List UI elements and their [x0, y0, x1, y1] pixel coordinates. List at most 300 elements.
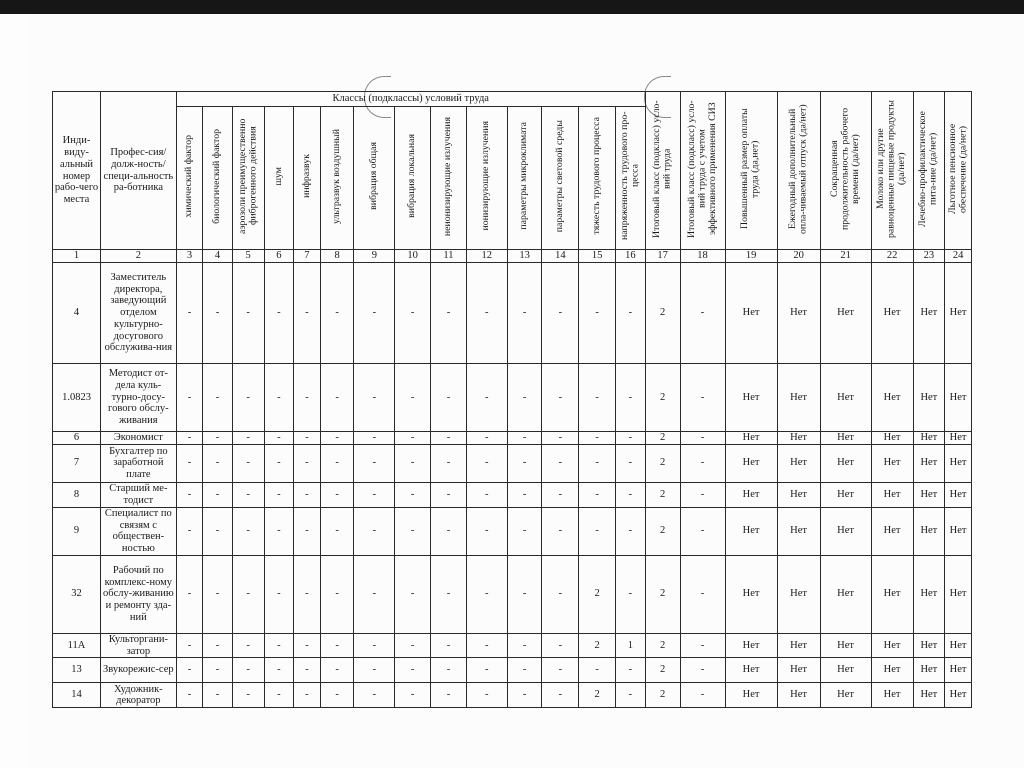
factor-class-cell: - — [176, 507, 203, 555]
header-factor-12: параметры световой среды — [542, 107, 579, 250]
benefit-cell: Нет — [820, 507, 871, 555]
benefit-cell: Нет — [725, 555, 777, 633]
factor-class-cell: - — [203, 444, 233, 482]
benefit-cell: Нет — [945, 507, 972, 555]
factor-class-cell: - — [431, 263, 467, 364]
factor-class-cell: - — [542, 555, 579, 633]
header-factor-4: шум — [264, 107, 294, 250]
column-number: 2 — [101, 250, 177, 263]
factor-class-cell: - — [294, 444, 321, 482]
factor-class-cell: - — [466, 482, 507, 507]
factor-class-cell: - — [354, 633, 395, 658]
column-number: 14 — [542, 250, 579, 263]
factor-class-cell: - — [294, 507, 321, 555]
benefit-cell: Нет — [871, 364, 913, 432]
factor-class-cell: - — [354, 507, 395, 555]
header-factor-10: ионизирующие излучения — [466, 107, 507, 250]
factor-class-cell: - — [395, 507, 431, 555]
final-class-siz-cell: - — [680, 482, 725, 507]
column-number: 7 — [294, 250, 321, 263]
factor-class-cell: - — [203, 432, 233, 445]
factor-class-cell: - — [466, 507, 507, 555]
factor-class-cell: - — [395, 658, 431, 683]
factor-class-cell: - — [579, 432, 616, 445]
factor-class-cell: 2 — [579, 683, 616, 708]
factor-class-cell: - — [354, 263, 395, 364]
factor-class-cell: - — [203, 555, 233, 633]
factor-class-cell: - — [294, 263, 321, 364]
factor-class-cell: - — [579, 444, 616, 482]
factor-class-cell: - — [431, 683, 467, 708]
factor-class-cell: - — [203, 507, 233, 555]
factor-class-cell: - — [294, 633, 321, 658]
benefit-cell: Нет — [945, 263, 972, 364]
benefit-cell: Нет — [871, 432, 913, 445]
profession-cell: Заместитель директора, заведующий отделом культурно-досугового обслужива-ния — [101, 263, 177, 364]
table-header — [53, 92, 972, 263]
profession-cell: Бухгалтер по заработной плате — [101, 444, 177, 482]
benefit-cell: Нет — [725, 683, 777, 708]
scan-left-margin — [0, 14, 28, 768]
header-factor-11: параметры микроклимата — [507, 107, 542, 250]
final-class-siz-cell: - — [680, 263, 725, 364]
factor-class-cell: - — [507, 658, 542, 683]
header-final-class: Итоговый класс (подкласс) усло-вий труда — [645, 92, 680, 250]
factor-class-cell: - — [507, 432, 542, 445]
final-class-cell: 2 — [645, 263, 680, 364]
factor-class-cell: - — [616, 555, 646, 633]
factor-class-cell: - — [542, 683, 579, 708]
benefit-cell: Нет — [913, 444, 945, 482]
final-class-cell: 2 — [645, 482, 680, 507]
factor-class-cell: - — [354, 444, 395, 482]
factor-class-cell: - — [232, 482, 264, 507]
benefit-cell: Нет — [945, 555, 972, 633]
benefit-cell: Нет — [913, 633, 945, 658]
header-factor-5: инфразвук — [294, 107, 321, 250]
profession-cell: Звукорежис-сер — [101, 658, 177, 683]
factor-class-cell: - — [616, 658, 646, 683]
benefit-cell: Нет — [777, 482, 820, 507]
factor-class-cell: - — [203, 633, 233, 658]
column-number: 16 — [616, 250, 646, 263]
column-number: 22 — [871, 250, 913, 263]
header-reduced-hours: Сокращенная продолжительность рабочего времени (да/нет) — [820, 92, 871, 250]
final-class-siz-cell: - — [680, 444, 725, 482]
header-factor-14: напряженность трудового про-цесса — [616, 107, 646, 250]
header-final-class-siz: Итоговый класс (подкласс) усло-вий труда с учетом эффективного применения СИЗ — [680, 92, 725, 250]
table-row — [53, 444, 972, 482]
factor-class-cell: - — [264, 444, 294, 482]
benefit-cell: Нет — [871, 444, 913, 482]
factor-class-cell: 2 — [579, 633, 616, 658]
factor-class-cell: - — [542, 364, 579, 432]
final-class-cell: 2 — [645, 683, 680, 708]
factor-class-cell: - — [616, 683, 646, 708]
table-row — [53, 658, 972, 683]
factor-class-cell: - — [264, 364, 294, 432]
final-class-siz-cell: - — [680, 658, 725, 683]
factor-class-cell: - — [542, 432, 579, 445]
header-factor-8: вибрация локальная — [395, 107, 431, 250]
factor-class-cell: - — [354, 432, 395, 445]
benefit-cell: Нет — [945, 683, 972, 708]
factor-class-cell: - — [616, 482, 646, 507]
benefit-cell: Нет — [820, 658, 871, 683]
column-number: 18 — [680, 250, 725, 263]
factor-class-cell: - — [507, 633, 542, 658]
factor-class-cell: - — [232, 633, 264, 658]
factor-class-cell: - — [616, 507, 646, 555]
factor-class-cell: - — [294, 432, 321, 445]
factor-class-cell: - — [232, 555, 264, 633]
benefit-cell: Нет — [820, 263, 871, 364]
factor-class-cell: - — [232, 432, 264, 445]
benefit-cell: Нет — [777, 633, 820, 658]
benefit-cell: Нет — [871, 482, 913, 507]
factor-class-cell: - — [466, 555, 507, 633]
factor-class-cell: - — [542, 507, 579, 555]
factor-class-cell: - — [431, 633, 467, 658]
column-number: 13 — [507, 250, 542, 263]
factor-class-cell: - — [507, 364, 542, 432]
benefit-cell: Нет — [945, 633, 972, 658]
column-number: 24 — [945, 250, 972, 263]
column-number: 9 — [354, 250, 395, 263]
final-class-cell: 2 — [645, 633, 680, 658]
profession-cell: Специалист по связям с обществен-ностью — [101, 507, 177, 555]
benefit-cell: Нет — [820, 444, 871, 482]
column-number: 3 — [176, 250, 203, 263]
factor-class-cell: - — [176, 364, 203, 432]
factor-class-cell: - — [431, 658, 467, 683]
factor-class-cell: - — [176, 633, 203, 658]
factor-class-cell: - — [320, 683, 354, 708]
factor-class-cell: - — [320, 432, 354, 445]
table-row — [53, 633, 972, 658]
factor-class-cell: - — [264, 507, 294, 555]
final-class-siz-cell: - — [680, 633, 725, 658]
factor-class-cell: - — [431, 507, 467, 555]
factor-class-cell: - — [264, 633, 294, 658]
factor-class-cell: - — [395, 482, 431, 507]
final-class-cell: 2 — [645, 364, 680, 432]
working-conditions-table — [52, 91, 972, 708]
factor-class-cell: - — [354, 658, 395, 683]
column-number: 11 — [431, 250, 467, 263]
table-row — [53, 683, 972, 708]
factor-class-cell: - — [616, 364, 646, 432]
factor-class-cell: - — [616, 432, 646, 445]
factor-class-cell: 1 — [616, 633, 646, 658]
benefit-cell: Нет — [777, 432, 820, 445]
factor-class-cell: - — [203, 658, 233, 683]
table-body — [53, 263, 972, 708]
profession-cell: Культоргани-затор — [101, 633, 177, 658]
column-number: 23 — [913, 250, 945, 263]
factor-class-cell: - — [203, 482, 233, 507]
table-row — [53, 263, 972, 364]
header-factor-13: тяжесть трудового процесса — [579, 107, 616, 250]
benefit-cell: Нет — [820, 482, 871, 507]
column-number: 4 — [203, 250, 233, 263]
factor-class-cell: - — [542, 444, 579, 482]
factor-class-cell: - — [616, 263, 646, 364]
factor-class-cell: - — [616, 444, 646, 482]
workplace-id-cell: 4 — [53, 263, 101, 364]
column-number: 15 — [579, 250, 616, 263]
factor-class-cell: - — [176, 482, 203, 507]
factor-class-cell: - — [542, 633, 579, 658]
factor-class-cell: - — [294, 555, 321, 633]
benefit-cell: Нет — [913, 364, 945, 432]
factor-class-cell: - — [466, 263, 507, 364]
table-row — [53, 482, 972, 507]
header-factor-6: ультразвук воздушный — [320, 107, 354, 250]
column-number: 17 — [645, 250, 680, 263]
column-number: 21 — [820, 250, 871, 263]
factor-class-cell: - — [542, 482, 579, 507]
benefit-cell: Нет — [777, 683, 820, 708]
factor-class-cell: - — [395, 683, 431, 708]
factor-class-cell: - — [354, 683, 395, 708]
factor-class-cell: - — [579, 364, 616, 432]
header-increased-pay: Повышенный размер оплаты труда (да,нет) — [725, 92, 777, 250]
factor-class-cell: - — [507, 482, 542, 507]
benefit-cell: Нет — [913, 432, 945, 445]
workplace-id-cell: 11А — [53, 633, 101, 658]
profession-cell: Художник-декоратор — [101, 683, 177, 708]
workplace-id-cell: 8 — [53, 482, 101, 507]
factor-class-cell: - — [542, 658, 579, 683]
profession-cell: Старший ме-тодист — [101, 482, 177, 507]
scanner-top-edge — [0, 0, 1024, 14]
factor-class-cell: - — [264, 482, 294, 507]
factor-class-cell: - — [294, 482, 321, 507]
table-row — [53, 507, 972, 555]
header-factor-7: вибрация общая — [354, 107, 395, 250]
workplace-id-cell: 13 — [53, 658, 101, 683]
benefit-cell: Нет — [913, 683, 945, 708]
benefit-cell: Нет — [777, 364, 820, 432]
header-profession: Профес-сия/долж-ность/специ-альность ра-ботника — [101, 92, 177, 250]
final-class-cell: 2 — [645, 555, 680, 633]
benefit-cell: Нет — [945, 482, 972, 507]
factor-class-cell: - — [466, 633, 507, 658]
benefit-cell: Нет — [871, 658, 913, 683]
benefit-cell: Нет — [725, 432, 777, 445]
factor-class-cell: - — [264, 432, 294, 445]
column-number: 1 — [53, 250, 101, 263]
factor-class-cell: - — [395, 364, 431, 432]
factor-class-cell: - — [232, 364, 264, 432]
header-therapeutic-food: Лечебно-профилактическое пита-ние (да/нет) — [913, 92, 945, 250]
table-row — [53, 555, 972, 633]
final-class-siz-cell: - — [680, 364, 725, 432]
final-class-cell: 2 — [645, 432, 680, 445]
factor-class-cell: - — [466, 683, 507, 708]
factor-class-cell: - — [579, 658, 616, 683]
column-number: 12 — [466, 250, 507, 263]
header-conditions-group: Классы (подклассы) условий труда — [176, 92, 645, 107]
factor-class-cell: - — [203, 263, 233, 364]
factor-class-cell: - — [579, 482, 616, 507]
factor-class-cell: - — [232, 658, 264, 683]
benefit-cell: Нет — [871, 263, 913, 364]
factor-class-cell: - — [294, 658, 321, 683]
factor-class-cell: - — [320, 444, 354, 482]
benefit-cell: Нет — [777, 555, 820, 633]
benefit-cell: Нет — [913, 658, 945, 683]
benefit-cell: Нет — [777, 658, 820, 683]
column-number: 10 — [395, 250, 431, 263]
workplace-id-cell: 1.0823 — [53, 364, 101, 432]
benefit-cell: Нет — [820, 683, 871, 708]
factor-class-cell: - — [176, 263, 203, 364]
factor-class-cell: - — [507, 507, 542, 555]
workplace-id-cell: 7 — [53, 444, 101, 482]
final-class-siz-cell: - — [680, 507, 725, 555]
benefit-cell: Нет — [945, 658, 972, 683]
factor-class-cell: - — [395, 633, 431, 658]
final-class-siz-cell: - — [680, 555, 725, 633]
factor-class-cell: - — [294, 683, 321, 708]
final-class-cell: 2 — [645, 444, 680, 482]
header-factor-3: аэрозоли преимущественно фиброгенного действия — [232, 107, 264, 250]
factor-class-cell: - — [320, 482, 354, 507]
factor-class-cell: - — [320, 364, 354, 432]
benefit-cell: Нет — [820, 555, 871, 633]
factor-class-cell: - — [232, 444, 264, 482]
factor-class-cell: - — [395, 555, 431, 633]
final-class-cell: 2 — [645, 658, 680, 683]
benefit-cell: Нет — [913, 507, 945, 555]
workplace-id-cell: 9 — [53, 507, 101, 555]
benefit-cell: Нет — [725, 444, 777, 482]
benefit-cell: Нет — [871, 555, 913, 633]
factor-class-cell: - — [264, 658, 294, 683]
benefit-cell: Нет — [725, 633, 777, 658]
final-class-siz-cell: - — [680, 683, 725, 708]
factor-class-cell: - — [431, 555, 467, 633]
header-additional-leave: Ежегодный дополнительный опла-чиваемый отпуск (да/нет) — [777, 92, 820, 250]
final-class-cell: 2 — [645, 507, 680, 555]
benefit-cell: Нет — [725, 658, 777, 683]
factor-class-cell: - — [176, 658, 203, 683]
benefit-cell: Нет — [725, 263, 777, 364]
factor-class-cell: - — [264, 263, 294, 364]
column-number: 8 — [320, 250, 354, 263]
factor-class-cell: - — [579, 507, 616, 555]
factor-class-cell: - — [466, 364, 507, 432]
factor-class-cell: - — [320, 633, 354, 658]
profession-cell: Экономист — [101, 432, 177, 445]
column-number: 6 — [264, 250, 294, 263]
factor-class-cell: 2 — [579, 555, 616, 633]
factor-class-cell: - — [320, 507, 354, 555]
factor-class-cell: - — [354, 555, 395, 633]
benefit-cell: Нет — [945, 444, 972, 482]
benefit-cell: Нет — [871, 633, 913, 658]
header-factor-2: биологический фактор — [203, 107, 233, 250]
benefit-cell: Нет — [820, 432, 871, 445]
benefit-cell: Нет — [871, 683, 913, 708]
benefit-cell: Нет — [777, 444, 820, 482]
header-factor-1: химический фактор — [176, 107, 203, 250]
factor-class-cell: - — [264, 555, 294, 633]
header-milk: Молоко или другие равноценные пищевые продукты (да/нет) — [871, 92, 913, 250]
factor-class-cell: - — [264, 683, 294, 708]
factor-class-cell: - — [395, 444, 431, 482]
factor-class-cell: - — [354, 364, 395, 432]
factor-class-cell: - — [466, 658, 507, 683]
factor-class-cell: - — [542, 263, 579, 364]
factor-class-cell: - — [395, 263, 431, 364]
factor-class-cell: - — [203, 683, 233, 708]
workplace-id-cell: 6 — [53, 432, 101, 445]
benefit-cell: Нет — [725, 364, 777, 432]
factor-class-cell: - — [354, 482, 395, 507]
factor-class-cell: - — [579, 263, 616, 364]
benefit-cell: Нет — [913, 482, 945, 507]
final-class-siz-cell: - — [680, 432, 725, 445]
benefit-cell: Нет — [777, 263, 820, 364]
factor-class-cell: - — [176, 555, 203, 633]
benefit-cell: Нет — [725, 482, 777, 507]
table-row — [53, 364, 972, 432]
factor-class-cell: - — [203, 364, 233, 432]
profession-cell: Рабочий по комплекс-ному обслу-живанию и ремонту зда-ний — [101, 555, 177, 633]
column-number: 19 — [725, 250, 777, 263]
benefit-cell: Нет — [913, 555, 945, 633]
factor-class-cell: - — [232, 263, 264, 364]
factor-class-cell: - — [320, 263, 354, 364]
workplace-id-cell: 32 — [53, 555, 101, 633]
header-workplace-id: Инди-виду-альный номер рабо-чего места — [53, 92, 101, 250]
benefit-cell: Нет — [820, 633, 871, 658]
factor-class-cell: - — [232, 507, 264, 555]
profession-cell: Методист от-дела куль-турно-досу-гового обслу-живания — [101, 364, 177, 432]
factor-class-cell: - — [176, 444, 203, 482]
factor-class-cell: - — [431, 432, 467, 445]
factor-class-cell: - — [431, 364, 467, 432]
factor-class-cell: - — [176, 683, 203, 708]
factor-class-cell: - — [507, 683, 542, 708]
factor-class-cell: - — [320, 555, 354, 633]
factor-class-cell: - — [395, 432, 431, 445]
benefit-cell: Нет — [945, 364, 972, 432]
workplace-id-cell: 14 — [53, 683, 101, 708]
column-number: 5 — [232, 250, 264, 263]
factor-class-cell: - — [294, 364, 321, 432]
benefit-cell: Нет — [820, 364, 871, 432]
factor-class-cell: - — [176, 432, 203, 445]
factor-class-cell: - — [466, 444, 507, 482]
factor-class-cell: - — [507, 263, 542, 364]
benefit-cell: Нет — [871, 507, 913, 555]
factor-class-cell: - — [431, 444, 467, 482]
header-pension: Льготное пенсионное обеспечение (да/нет) — [945, 92, 972, 250]
header-factor-9: неионизирующие излучения — [431, 107, 467, 250]
factor-class-cell: - — [431, 482, 467, 507]
factor-class-cell: - — [232, 683, 264, 708]
factor-class-cell: - — [507, 444, 542, 482]
factor-class-cell: - — [466, 432, 507, 445]
benefit-cell: Нет — [913, 263, 945, 364]
table-row — [53, 432, 972, 445]
benefit-cell: Нет — [777, 507, 820, 555]
column-number: 20 — [777, 250, 820, 263]
